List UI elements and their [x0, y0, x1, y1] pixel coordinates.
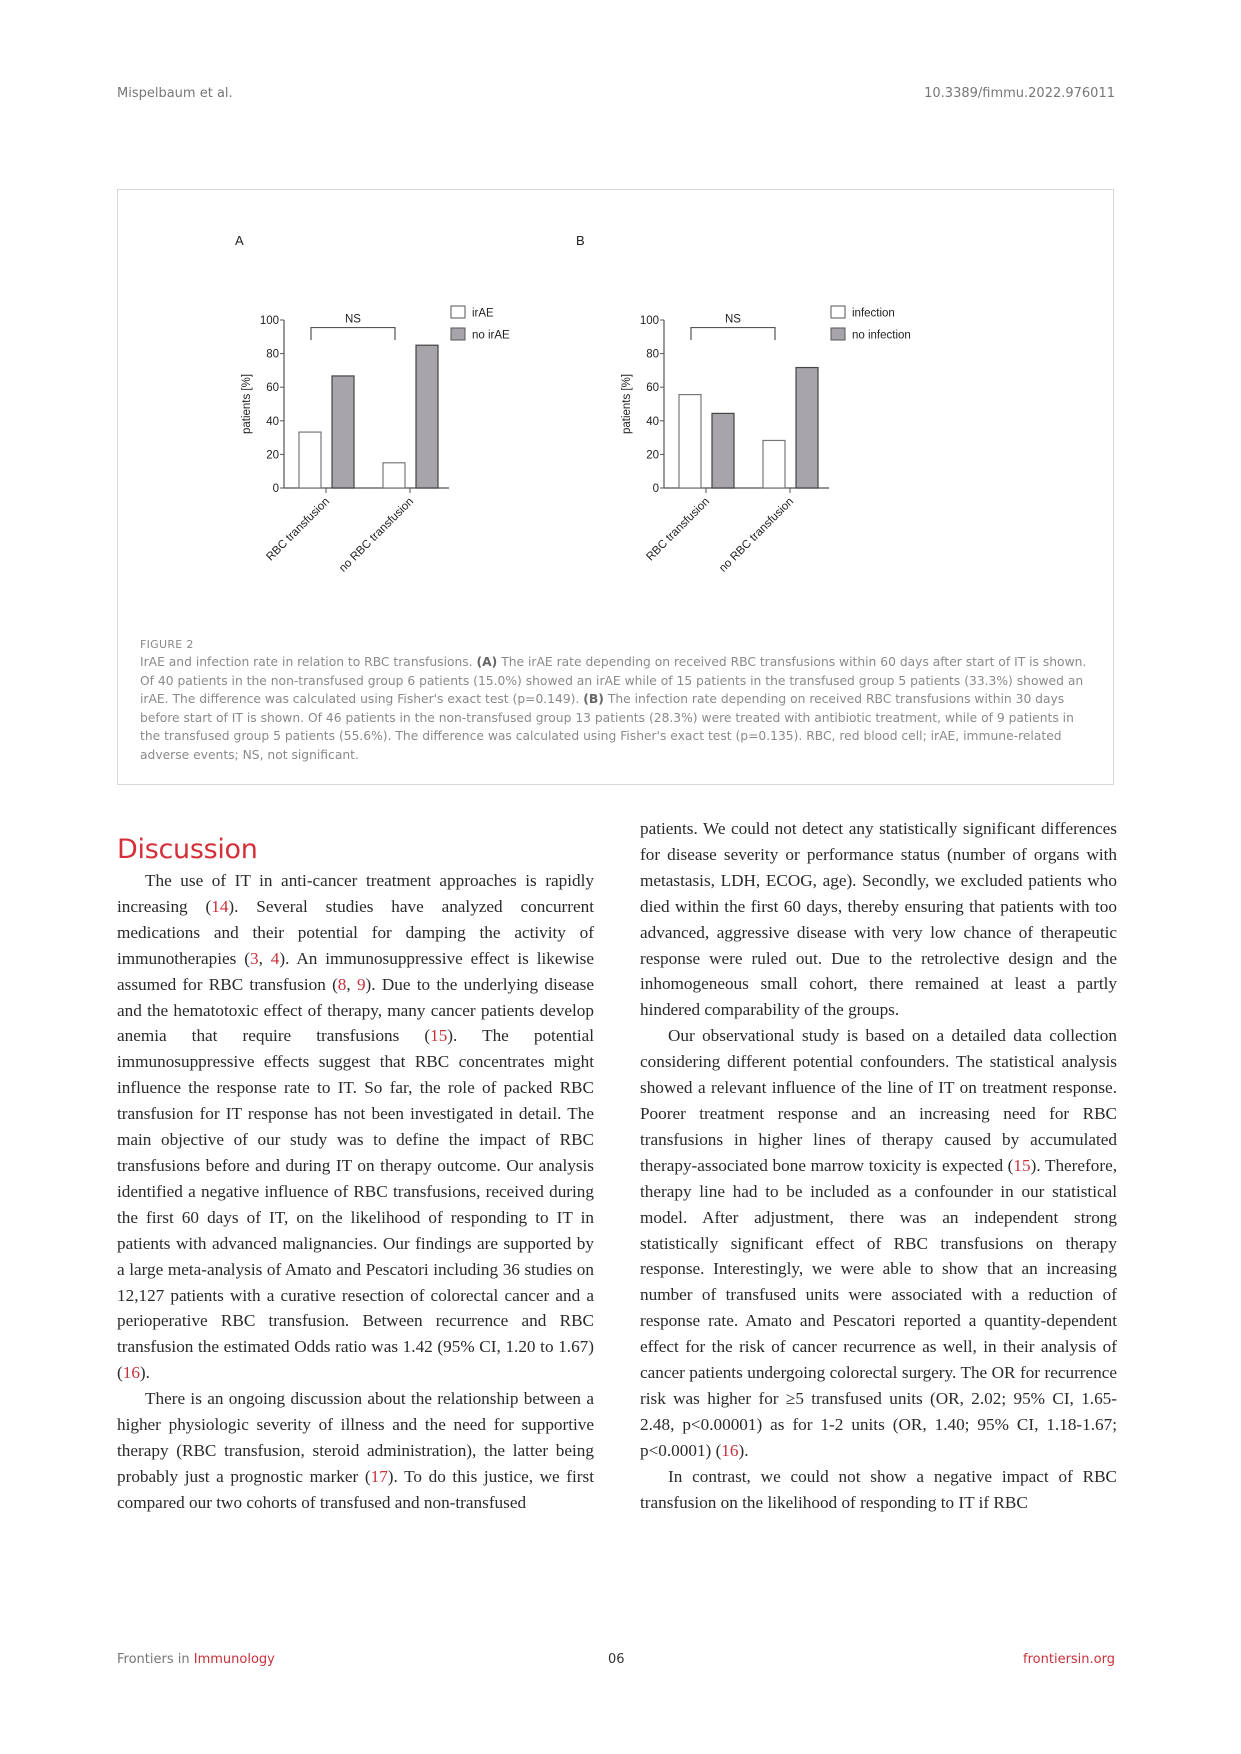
paragraph-text: ). Several studies have analyzed concurrent medications and their potential for damping the activity of immunotherapies (	[117, 896, 594, 968]
bar-no-irAE-0	[332, 376, 354, 488]
chart-group	[235, 233, 510, 575]
y-tick-label: 100	[259, 315, 279, 327]
x-tick-label: no RBC transfusion	[337, 495, 417, 575]
y-tick-label: 80	[266, 348, 279, 361]
chart-a-svg	[230, 232, 570, 632]
y-tick-label: 0	[272, 483, 279, 495]
citation-link[interactable]: 14	[211, 896, 229, 916]
legend-label: no irAE	[472, 329, 510, 342]
paragraph-text: ). Therefore, therapy line had to be included as a confounder in our statistical model. After adjustment, there was an independent strong statistically significant effect of RBC transfusions on therapy response. Interestingly, we were able to show that an increasing number of transfused units were associated with a reduction of response rate. Amato and Pescatori reported a quantity-dependent effect for the risk of cancer recurrence as well, in their analysis of cancer patients undergoing colorectal surgery. The OR for recurrence risk was higher for ≥5 transfused units (OR, 2.02; 95% CI, 1.65-2.48, p<0.00001) as for 1-2 units (OR, 1.40; 95% CI, 1.18-1.67; p<0.0001) (	[640, 1155, 1117, 1460]
chart-panel-a	[230, 232, 570, 637]
bar-infection-1	[763, 440, 785, 488]
paragraph-text: patients. We could not detect any statistically significant differences for disease severity or performance status (number of organs with metastasis, LDH, ECOG, age). Secondly, we excluded patients who died within the first 60 days, thereby ensuring that patients with too advanced, aggressive disease with very low chance of therapeutic response were ruled out. Due to the retrolective design and the inhomogeneous small cohort, there remained at least a partly hindered comparability of the groups.	[640, 819, 1117, 1020]
paragraph	[640, 1023, 1117, 1463]
chart-panel-b	[576, 232, 1010, 637]
significance-label: NS	[345, 313, 361, 326]
footer-journal	[117, 1652, 275, 1667]
y-tick-label: 40	[266, 415, 279, 428]
paragraph	[117, 1386, 594, 1516]
y-tick-label: 60	[266, 382, 279, 395]
legend-label: irAE	[472, 307, 494, 320]
paragraph-text: ). The potential immunosuppressive effects suggest that RBC concentrates might influence the response rate to IT. So far, the role of packed RBC transfusion for IT response has not been investigated in detail. The main objective of our study was to define the impact of RBC transfusions before and during IT on therapy outcome. Our analysis identified a negative influence of RBC transfusions, received during the first 60 days of IT, on the likelihood of responding to IT in patients with advanced malignancies. Our findings are supported by a large meta-analysis of Amato and Pescatori including 36 studies on 12,127 patients with a curative resection of colorectal cancer and a perioperative RBC transfusion. Between recurrence and RBC transfusion the estimated Odds ratio was 1.42 (95% CI, 1.20 to 1.67) (	[117, 1026, 594, 1383]
legend-swatch	[451, 328, 465, 340]
paragraph	[640, 1464, 1117, 1516]
y-axis-label: patients [%]	[241, 373, 253, 435]
x-tick-label: RBC transfusion	[644, 495, 713, 564]
page-number: 06	[608, 1652, 625, 1667]
paragraph-text: ). Due to the underlying disease and the hematotoxic effect of therapy, many cancer patients develop anemia that require transfusions (	[117, 974, 594, 1046]
significance-bracket	[311, 328, 395, 341]
running-header-doi[interactable]: 10.3389/fimmu.2022.976011	[924, 86, 1115, 101]
paragraph	[640, 816, 1117, 1023]
section-title-discussion: Discussion	[117, 834, 258, 866]
bar-no-irAE-1	[416, 345, 438, 488]
y-tick-label: 60	[646, 382, 659, 395]
bar-no-infection-0	[712, 413, 734, 488]
y-tick-label: 20	[266, 449, 279, 462]
citation-link[interactable]: 3	[249, 948, 259, 968]
bar-infection-0	[679, 395, 701, 488]
footer-journal-prefix: Frontiers in	[117, 1652, 194, 1667]
caption-title: IrAE and infection rate in relation to RBC transfusions.	[140, 655, 473, 669]
citation-link[interactable]: 16	[721, 1440, 739, 1460]
y-tick-label: 40	[646, 415, 659, 428]
caption-part-a-label: (A)	[476, 655, 498, 669]
caption-part-b-text: The infection rate depending on received RBC transfusions within 30 days before start of IT is shown. Of 46 patients in the non-transfused group 13 patients (28.3%) were treated with antibiotic treatment, while of 9 patients in the transfused group 5 patients (55.6%). The difference was calculated using Fisher's exact test (p=0.135). RBC, red blood cell; irAE, immune-related adverse events; NS, not significant.	[140, 692, 1074, 762]
paragraph-text: In contrast, we could not show a negative impact of RBC transfusion on the likelihood of responding to IT if RBC	[640, 1466, 1117, 1512]
paragraph-text: ,	[258, 948, 271, 968]
y-tick-label: 80	[646, 348, 659, 361]
citation-link[interactable]: 17	[370, 1466, 388, 1486]
body-column-right	[640, 816, 1117, 1515]
legend-label: no infection	[852, 329, 911, 342]
paragraph	[117, 868, 594, 1386]
bar-irAE-0	[299, 432, 321, 488]
caption-part-b-label: (B)	[583, 692, 604, 707]
x-tick-label: RBC transfusion	[264, 495, 333, 564]
chart-group	[576, 233, 911, 575]
citation-link[interactable]: 16	[122, 1363, 140, 1383]
citation-link[interactable]: 8	[337, 974, 347, 994]
caption-part-a-text: The irAE rate depending on received RBC transfusions within 60 days after start of IT is shown. Of 40 patients in the non-transfused group 6 patients (15.0%) showed an irAE while of 15 patients in the transfused group 5 patients (33.3%) showed an irAE. The difference was calculated using Fisher's exact test (p=0.149).	[140, 655, 1087, 707]
significance-label: NS	[725, 313, 741, 326]
body-column-left	[117, 868, 594, 1516]
paragraph-text: The use of IT in anti-cancer treatment approaches is rapidly increasing (	[117, 871, 594, 916]
figure-caption	[140, 637, 1090, 765]
citation-link[interactable]: 15	[430, 1026, 448, 1046]
bar-no-infection-1	[796, 368, 818, 488]
paragraph-text: ,	[346, 974, 357, 994]
legend-swatch	[831, 328, 845, 340]
y-tick-label: 0	[652, 483, 659, 495]
paragraph-text: ).	[738, 1440, 749, 1460]
citation-link[interactable]: 15	[1013, 1155, 1031, 1175]
legend-swatch	[451, 306, 465, 318]
panel-label: A	[235, 233, 244, 248]
running-header-authors: Mispelbaum et al.	[117, 86, 233, 101]
legend-label: infection	[852, 307, 895, 320]
significance-bracket	[691, 328, 775, 341]
citation-link[interactable]: 4	[270, 948, 280, 968]
paragraph-text: ). An immunosuppressive effect is likewise assumed for RBC transfusion (	[117, 948, 594, 994]
x-tick-label: no RBC transfusion	[717, 495, 797, 575]
paragraph-text: ). To do this justice, we first compared our two cohorts of transfused and non-transfused	[117, 1466, 594, 1512]
paragraph-text: Our observational study is based on a detailed data collection considering different potential confounders. The statistical analysis showed a relevant influence of the line of IT on treatment response. Poorer treatment response and an increasing need for RBC transfusions in higher lines of therapy caused by accumulated therapy-associated bone marrow toxicity is expected (	[640, 1026, 1117, 1175]
citation-link[interactable]: 9	[356, 974, 366, 994]
footer-journal-name[interactable]: Immunology	[193, 1652, 275, 1667]
panel-label: B	[576, 233, 585, 248]
y-axis-label: patients [%]	[621, 373, 633, 435]
figure-label: FIGURE 2	[140, 638, 194, 651]
footer-site-link[interactable]: frontiersin.org	[1023, 1652, 1115, 1667]
chart-b-svg	[576, 232, 1010, 632]
y-tick-label: 100	[639, 315, 659, 327]
paragraph-text: ).	[139, 1363, 150, 1383]
paragraph-text: There is an ongoing discussion about the relationship between a higher physiologic severity of illness and the need for supportive therapy (RBC transfusion, steroid administration), the latter being probably just a prognostic marker (	[117, 1389, 594, 1486]
legend-swatch	[831, 306, 845, 318]
bar-irAE-1	[383, 463, 405, 488]
y-tick-label: 20	[646, 449, 659, 462]
